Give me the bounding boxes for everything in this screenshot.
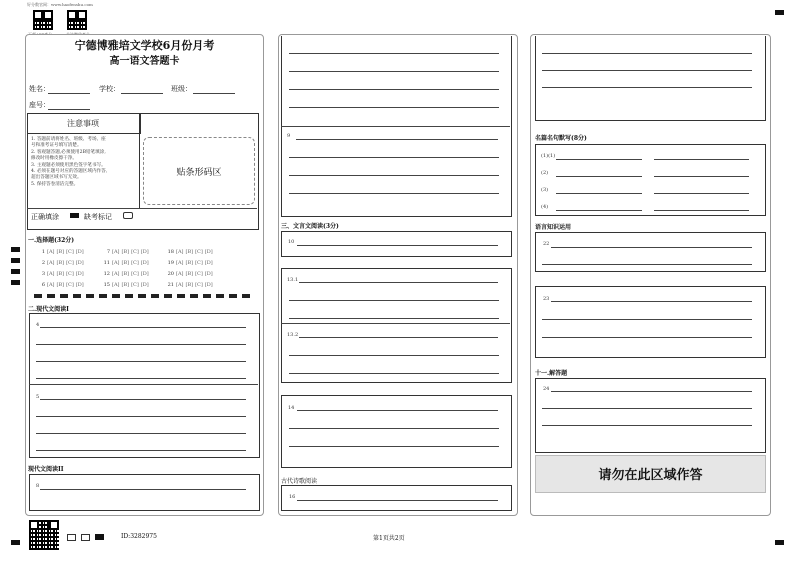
answer-line bbox=[556, 193, 642, 194]
answer-box-24[interactable] bbox=[535, 378, 766, 453]
absent-checkbox[interactable] bbox=[123, 212, 133, 219]
mcq-option-bubble[interactable]: [A] bbox=[47, 249, 55, 255]
answer-line bbox=[542, 53, 752, 54]
class-field[interactable] bbox=[193, 93, 235, 94]
mcq-question bbox=[167, 249, 213, 255]
timing-dash bbox=[138, 294, 146, 298]
mcq-option-bubble[interactable]: [C] bbox=[131, 249, 139, 255]
timing-dash bbox=[47, 294, 55, 298]
barcode-label: 贴条形码区 bbox=[176, 168, 222, 178]
mcq-question bbox=[103, 249, 149, 255]
filled-box-icon bbox=[70, 213, 79, 218]
mcq-option-bubble[interactable]: [B] bbox=[121, 249, 130, 255]
answer-line bbox=[40, 399, 246, 400]
mcq-option-bubble[interactable]: [B] bbox=[185, 260, 194, 266]
mcq-question-number: 1 bbox=[41, 249, 45, 255]
answer-line bbox=[289, 53, 499, 54]
corner-mark bbox=[11, 540, 20, 545]
mcq-option-bubble[interactable]: [A] bbox=[47, 282, 55, 288]
mcq-question bbox=[167, 271, 213, 277]
seat-label: 座号： bbox=[29, 101, 50, 109]
mcq-option-bubble[interactable]: [B] bbox=[185, 249, 194, 255]
timing-dash bbox=[190, 294, 198, 298]
mcq-option-bubble[interactable]: [C] bbox=[66, 271, 74, 277]
name-field[interactable] bbox=[48, 93, 90, 94]
mcq-question bbox=[38, 260, 84, 266]
mcq-question-number: 21 bbox=[167, 282, 174, 288]
seat-field[interactable] bbox=[48, 109, 90, 110]
mcq-question bbox=[167, 282, 213, 288]
mcq-option-bubble[interactable]: [D] bbox=[75, 271, 84, 277]
timing-mark bbox=[11, 269, 20, 274]
notice-item: 修改时用橡皮擦干净。 bbox=[31, 156, 77, 162]
mcq-option-bubble[interactable]: [C] bbox=[195, 260, 203, 266]
answer-box-8[interactable] bbox=[29, 474, 260, 511]
answer-line bbox=[296, 139, 498, 140]
answer-line bbox=[551, 247, 752, 248]
mcq-option-bubble[interactable]: [B] bbox=[185, 271, 194, 277]
question-number-22: 22 bbox=[543, 241, 550, 247]
exam-title: 宁德博雅培文学校6月份月考 bbox=[74, 39, 215, 52]
section-ancient-poetry: 古代诗歌阅读 bbox=[281, 478, 318, 485]
mcq-question bbox=[103, 271, 149, 277]
answer-line bbox=[542, 70, 752, 71]
mcq-question-number: 7 bbox=[106, 249, 110, 255]
timing-mark bbox=[11, 280, 20, 285]
timing-mark bbox=[11, 247, 20, 252]
answer-line bbox=[551, 301, 752, 302]
app-qr-code bbox=[33, 10, 53, 30]
section-modern-reading-1: 二.现代文阅读I bbox=[28, 306, 69, 313]
mcq-option-bubble[interactable]: [A] bbox=[112, 271, 120, 277]
answer-line bbox=[289, 428, 499, 429]
notice-item: 5. 保持答卷清洁完整。 bbox=[31, 181, 79, 187]
mcq-question bbox=[103, 282, 149, 288]
question-number-4: 4 bbox=[36, 322, 40, 328]
notice-item: 4. 必须在题号对应的答题区域内作答, bbox=[31, 169, 108, 175]
timing-dash bbox=[229, 294, 237, 298]
box-divider bbox=[281, 126, 510, 127]
timing-dash bbox=[60, 294, 68, 298]
answer-line bbox=[297, 410, 498, 411]
mcq-option-bubble[interactable]: [D] bbox=[204, 271, 213, 277]
answer-box-16[interactable] bbox=[281, 485, 512, 511]
mcq-question-number: 11 bbox=[103, 260, 110, 266]
answer-line bbox=[36, 344, 246, 345]
mcq-option-bubble[interactable]: [C] bbox=[66, 249, 74, 255]
answer-line bbox=[542, 319, 752, 320]
mcq-question-number: 20 bbox=[167, 271, 174, 277]
answer-line bbox=[654, 193, 749, 194]
answer-line bbox=[289, 107, 499, 108]
question-number-23: 23 bbox=[543, 296, 550, 302]
footer-box-icon bbox=[81, 534, 90, 541]
mcq-question-number: 15 bbox=[103, 282, 110, 288]
answer-line bbox=[36, 378, 246, 379]
timing-dash bbox=[86, 294, 94, 298]
exam-subtitle: 高一语文答题卡 bbox=[109, 56, 180, 67]
mcq-option-bubble[interactable]: [D] bbox=[140, 249, 149, 255]
mcq-question-number: 12 bbox=[103, 271, 110, 277]
mcq-option-bubble[interactable]: [D] bbox=[75, 249, 84, 255]
answer-line bbox=[289, 157, 499, 158]
answer-line bbox=[40, 327, 246, 328]
notice-item: 2. 客观题答题,必须使用2B铅笔填涂, bbox=[31, 149, 106, 155]
name-label: 姓名： bbox=[29, 85, 50, 93]
mcq-option-bubble[interactable]: [D] bbox=[204, 260, 213, 266]
answer-line bbox=[297, 245, 498, 246]
answer-box-continued-right[interactable] bbox=[535, 36, 766, 121]
mcq-option-bubble[interactable]: [D] bbox=[140, 282, 149, 288]
question-number-9: 9 bbox=[287, 133, 291, 139]
site-text: 好分数官网：www.haofenshu.com bbox=[27, 2, 93, 7]
answer-line bbox=[36, 361, 246, 362]
mcq-option-bubble[interactable]: [A] bbox=[176, 249, 184, 255]
question-number-5: 5 bbox=[36, 394, 40, 400]
answer-box-4-5[interactable] bbox=[29, 313, 260, 458]
footer-box-icon bbox=[67, 534, 76, 541]
answer-line bbox=[289, 355, 499, 356]
answer-line bbox=[297, 500, 498, 501]
corner-mark bbox=[775, 540, 784, 545]
notice-item: 超出答题区域书写无效。 bbox=[31, 175, 82, 181]
answer-box-13[interactable] bbox=[281, 268, 512, 383]
mcq-option-bubble[interactable]: [C] bbox=[195, 271, 203, 277]
mcq-option-bubble[interactable]: [B] bbox=[56, 282, 65, 288]
dictation-item-number: (1)(1) bbox=[541, 153, 556, 159]
mcq-question-number: 6 bbox=[41, 282, 45, 288]
section-modern-reading-2: 现代文阅读II bbox=[28, 466, 64, 473]
page-number: 第1页共2页 bbox=[373, 535, 405, 542]
answer-line bbox=[36, 433, 246, 434]
question-number-13-2: 13.2 bbox=[287, 332, 299, 338]
mcq-option-bubble[interactable]: [A] bbox=[112, 282, 120, 288]
answer-line bbox=[289, 446, 499, 447]
answer-line bbox=[556, 159, 642, 160]
section-answer-questions: 十一.解答题 bbox=[535, 370, 568, 377]
answer-line bbox=[289, 373, 499, 374]
mcq-option-bubble[interactable]: [C] bbox=[131, 282, 139, 288]
fill-example-label: 正确填涂 bbox=[31, 213, 59, 221]
mcq-section-title: 一.选择题(32分) bbox=[28, 237, 75, 244]
mcq-question bbox=[167, 260, 213, 266]
answer-line bbox=[556, 210, 642, 211]
answer-line bbox=[654, 176, 749, 177]
answer-line bbox=[542, 264, 752, 265]
answer-line bbox=[542, 425, 752, 426]
answer-line bbox=[36, 450, 246, 451]
notice-bottom-divider bbox=[27, 208, 257, 209]
mcq-option-bubble[interactable]: [B] bbox=[56, 271, 65, 277]
mcq-option-bubble[interactable]: [A] bbox=[176, 271, 184, 277]
answer-line bbox=[299, 282, 498, 283]
mcq-option-bubble[interactable]: [B] bbox=[56, 249, 65, 255]
mcq-option-bubble[interactable]: [A] bbox=[112, 260, 120, 266]
mcq-option-bubble[interactable]: [A] bbox=[176, 260, 184, 266]
mcq-option-bubble[interactable]: [B] bbox=[121, 271, 130, 277]
mcq-option-bubble[interactable]: [C] bbox=[195, 282, 203, 288]
mcq-option-bubble[interactable]: [C] bbox=[66, 282, 74, 288]
answer-box-22[interactable] bbox=[535, 232, 766, 272]
mcq-question-number: 18 bbox=[167, 249, 174, 255]
timing-dash bbox=[125, 294, 133, 298]
question-number-24: 24 bbox=[543, 386, 550, 392]
exam-id: ID:3282975 bbox=[121, 533, 157, 540]
timing-dash bbox=[151, 294, 159, 298]
timing-dash bbox=[203, 294, 211, 298]
question-number-13-1: 13.1 bbox=[287, 277, 299, 283]
mcq-option-bubble[interactable]: [D] bbox=[140, 260, 149, 266]
timing-dash bbox=[242, 294, 250, 298]
timing-dash bbox=[112, 294, 120, 298]
section-famous-quotes: 名篇名句默写(8分) bbox=[535, 135, 587, 142]
mcq-option-bubble[interactable]: [D] bbox=[204, 282, 213, 288]
class-label: 班级： bbox=[171, 85, 192, 93]
mcq-question bbox=[38, 282, 84, 288]
mcq-option-bubble[interactable]: [B] bbox=[185, 282, 194, 288]
section-language-use: 语言知识运用 bbox=[535, 224, 572, 231]
mcq-question-number: 3 bbox=[41, 271, 45, 277]
answer-line bbox=[542, 337, 752, 338]
answer-line bbox=[542, 408, 752, 409]
notice-title: 注意事项 bbox=[67, 119, 99, 128]
mcq-option-bubble[interactable]: [B] bbox=[56, 260, 65, 266]
timing-dash bbox=[99, 294, 107, 298]
mcq-option-bubble[interactable]: [C] bbox=[195, 249, 203, 255]
notice-item: 3. 主观题必须使用黑色签字笔书写。 bbox=[31, 162, 106, 168]
mcq-option-bubble[interactable]: [A] bbox=[47, 271, 55, 277]
mcq-question-number: 19 bbox=[167, 260, 174, 266]
timing-dash bbox=[73, 294, 81, 298]
answer-line bbox=[289, 318, 499, 319]
mcq-question bbox=[38, 249, 84, 255]
corner-mark bbox=[775, 10, 784, 15]
timing-mark bbox=[11, 258, 20, 263]
box-divider bbox=[29, 384, 258, 385]
answer-line bbox=[289, 71, 499, 72]
dictation-item-number: (2) bbox=[541, 170, 549, 176]
notice-divider bbox=[139, 113, 140, 208]
mcq-option-bubble[interactable]: [D] bbox=[140, 271, 149, 277]
wechat-qr-code bbox=[67, 10, 87, 30]
answer-line bbox=[654, 159, 749, 160]
mcq-question bbox=[38, 271, 84, 277]
mcq-option-bubble[interactable]: [C] bbox=[66, 260, 74, 266]
section-classical-chinese: 三、文言文阅读(3分) bbox=[281, 223, 339, 230]
mcq-option-bubble[interactable]: [C] bbox=[131, 260, 139, 266]
mcq-option-bubble[interactable]: [C] bbox=[131, 271, 139, 277]
answer-line bbox=[289, 175, 499, 176]
answer-line bbox=[36, 416, 246, 417]
answer-line bbox=[289, 193, 499, 194]
mcq-option-bubble[interactable]: [D] bbox=[204, 249, 213, 255]
question-number-16: 16 bbox=[289, 494, 296, 500]
notice-item: 号和准考证号填写清楚。 bbox=[31, 143, 82, 149]
question-number-10: 10 bbox=[288, 239, 295, 245]
mcq-option-bubble[interactable]: [D] bbox=[75, 260, 84, 266]
no-answer-text: 请勿在此区域作答 bbox=[598, 468, 703, 483]
answer-box-dictation[interactable] bbox=[535, 144, 766, 216]
timing-dash bbox=[216, 294, 224, 298]
answer-box-23[interactable] bbox=[535, 286, 766, 358]
dictation-item-number: (3) bbox=[541, 187, 549, 193]
answer-line bbox=[542, 87, 752, 88]
answer-box-14[interactable] bbox=[281, 395, 512, 468]
mcq-question bbox=[103, 260, 149, 266]
timing-dash bbox=[164, 294, 172, 298]
answer-line bbox=[556, 176, 642, 177]
answer-line bbox=[654, 210, 749, 211]
mcq-question-number: 2 bbox=[41, 260, 45, 266]
school-field[interactable] bbox=[121, 93, 163, 94]
question-number-14: 14 bbox=[288, 405, 295, 411]
mcq-option-bubble[interactable]: [A] bbox=[112, 249, 120, 255]
answer-box-10[interactable] bbox=[281, 231, 512, 257]
answer-line bbox=[299, 337, 498, 338]
answer-line bbox=[289, 89, 499, 90]
answer-line bbox=[40, 489, 246, 490]
box-divider bbox=[281, 323, 510, 324]
answer-line bbox=[289, 300, 499, 301]
absent-label: 缺考标记 bbox=[84, 213, 112, 221]
footer-qr-code bbox=[29, 520, 59, 550]
answer-line bbox=[551, 391, 752, 392]
timing-dash bbox=[34, 294, 42, 298]
mcq-option-bubble[interactable]: [B] bbox=[121, 260, 130, 266]
question-number-8: 8 bbox=[36, 483, 40, 489]
dictation-item-number: (4) bbox=[541, 204, 549, 210]
mcq-option-bubble[interactable]: [D] bbox=[75, 282, 84, 288]
mcq-option-bubble[interactable]: [A] bbox=[176, 282, 184, 288]
notice-list bbox=[31, 137, 107, 188]
mcq-option-bubble[interactable]: [A] bbox=[47, 260, 55, 266]
timing-dash bbox=[177, 294, 185, 298]
school-label: 学校： bbox=[99, 85, 120, 93]
notice-item: 1. 答题前请将姓名、班级、考场、座 bbox=[31, 137, 106, 142]
footer-filled-box-icon bbox=[95, 534, 104, 540]
mcq-option-bubble[interactable]: [B] bbox=[121, 282, 130, 288]
